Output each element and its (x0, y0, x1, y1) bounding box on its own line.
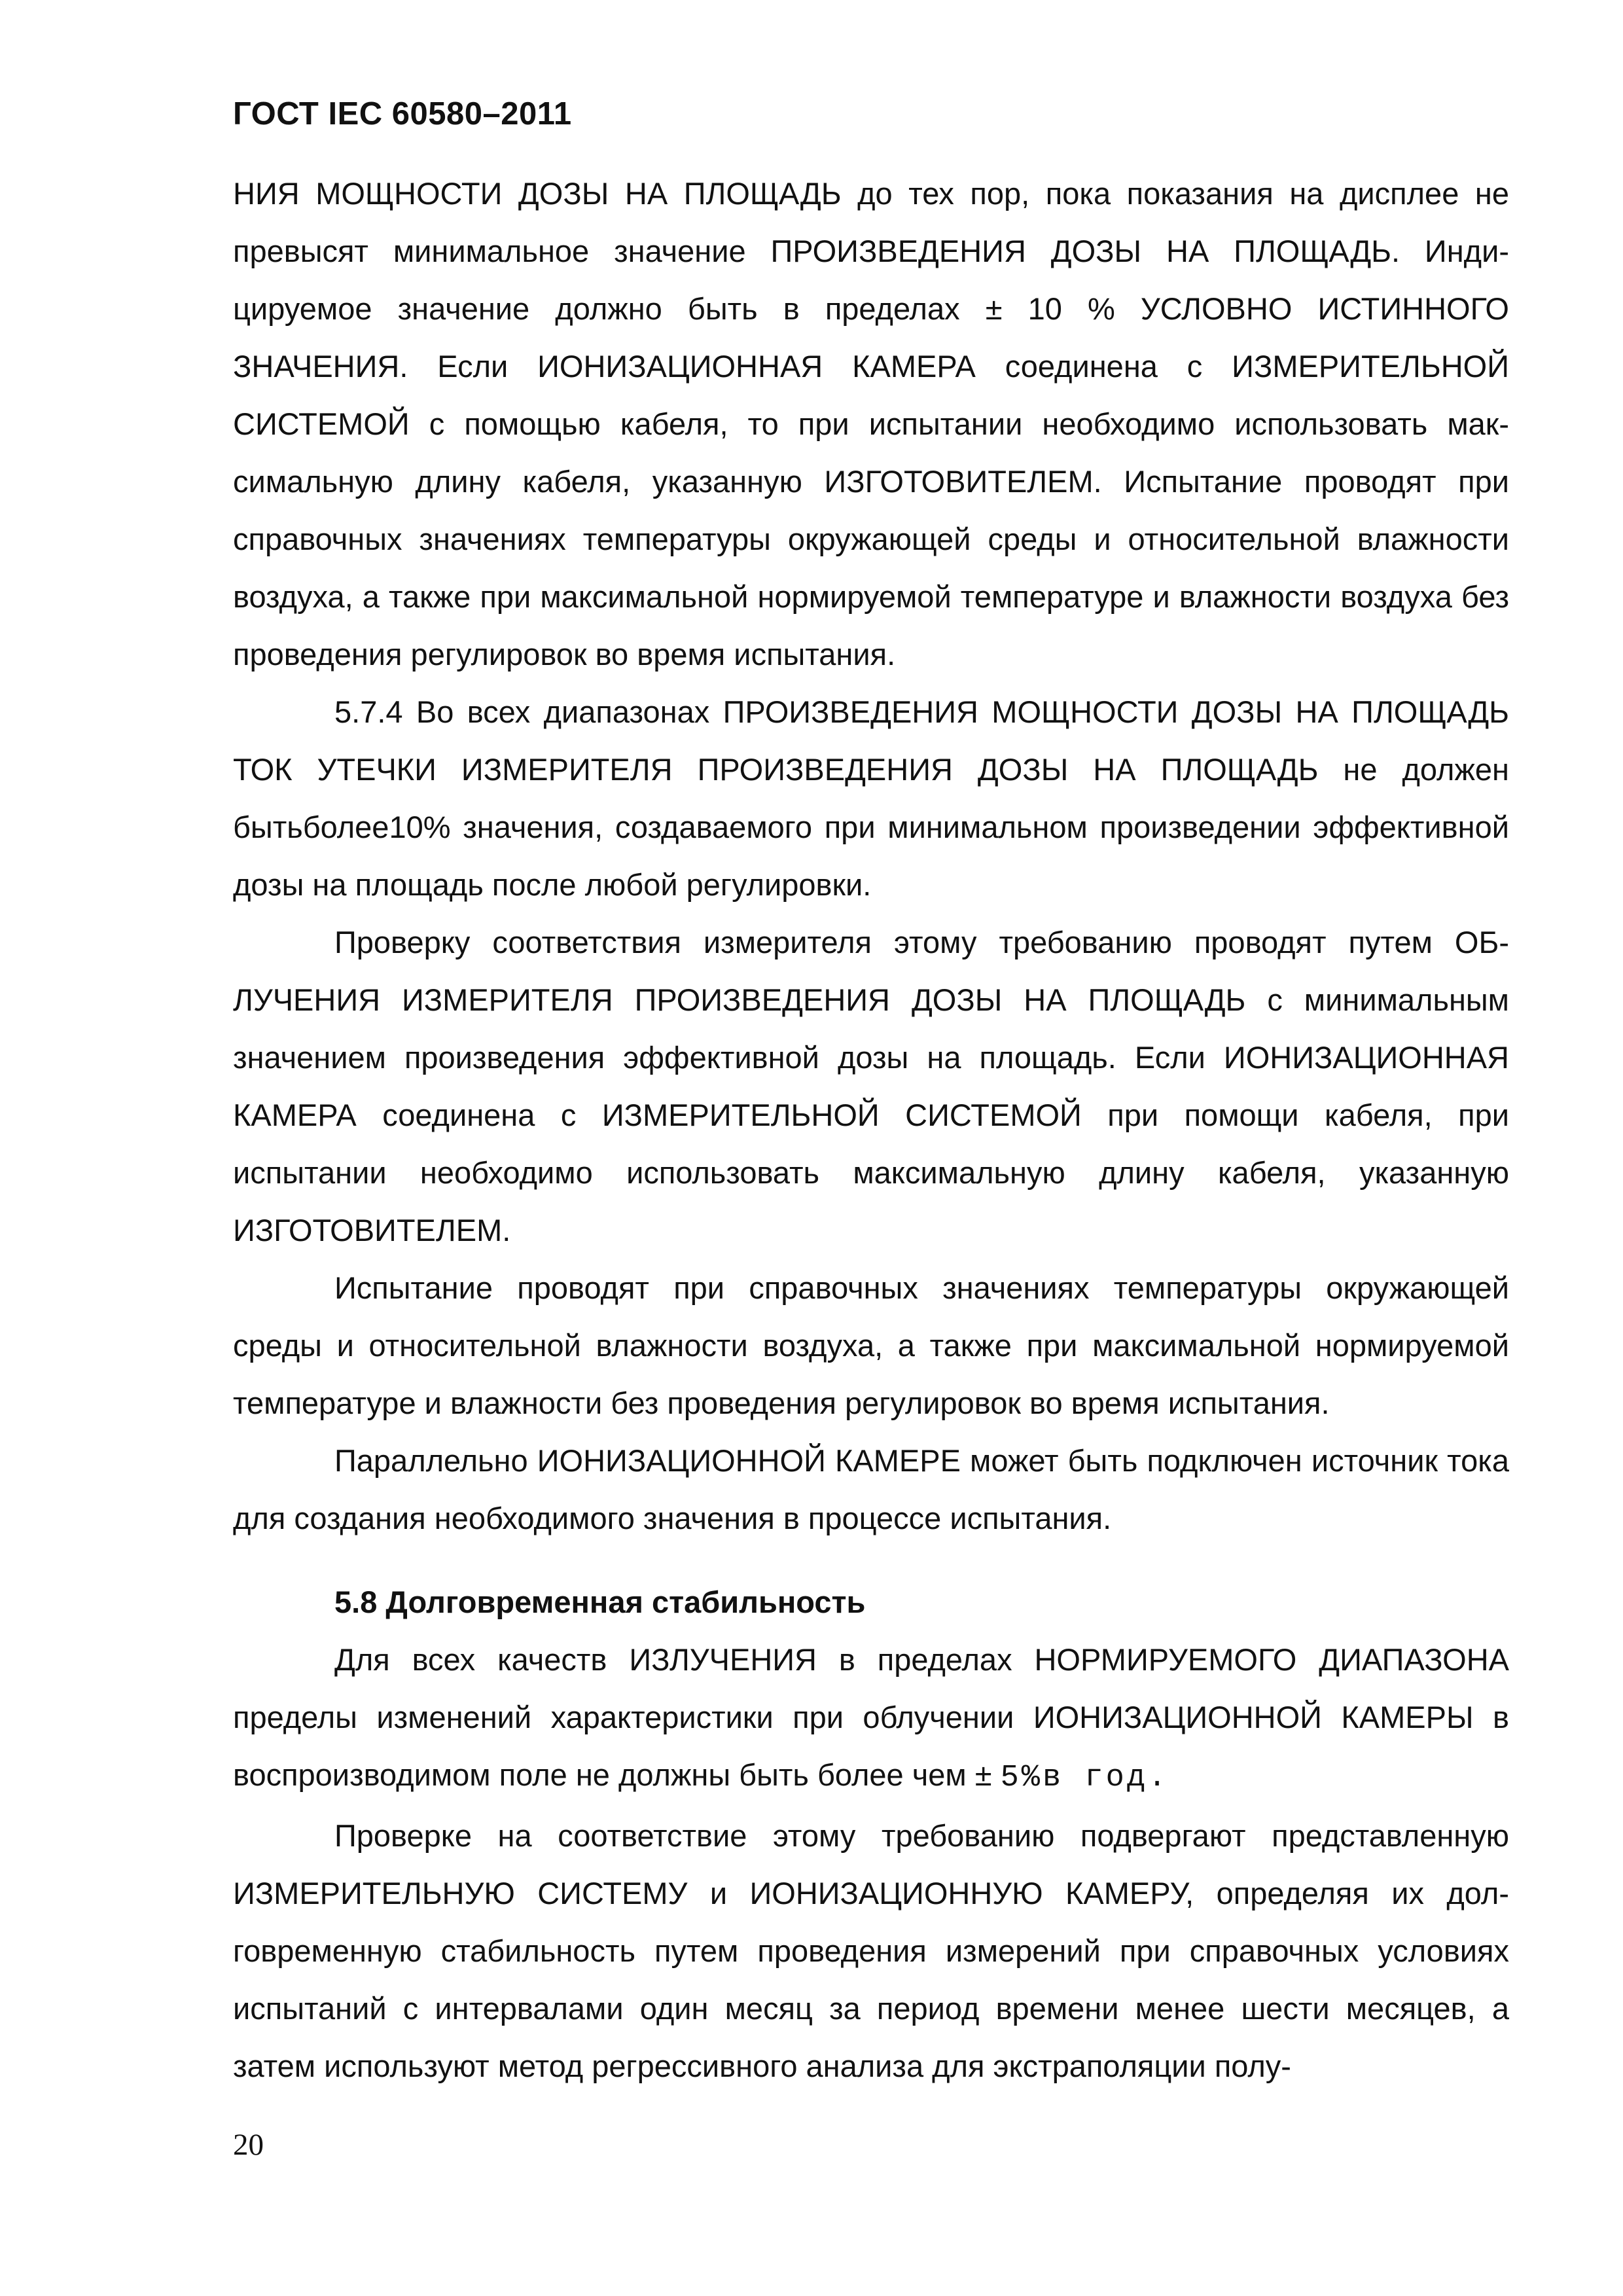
paragraph-stability-verification: Проверке на соответствие этому требованию подвергают представленную ИЗМЕРИТЕЛЬНУЮ СИСТЕМУ и ИОНИЗАЦИОННУЮ КАМЕРУ, определяя их долговременную стабильность путем проведения измерений при справочных условиях испытаний с интервалами один месяц за период времени менее шести месяцев, а затем используют метод регрессивного анализа для экстраполяции полу- (233, 1818, 1509, 2083)
stability-limit-value: 5%в год. (1000, 1761, 1169, 1795)
document-body (233, 165, 1509, 2095)
paragraph-current-source: Параллельно ИОНИЗАЦИОННОЙ КАМЕРЕ может быть подключен источник тока для создания необходимого значения в процессе испытания. (233, 1443, 1509, 1535)
paragraph-stability-requirement (233, 1631, 1509, 1807)
paragraph-5-7-4: 5.7.4 Во всех диапазонах ПРОИЗВЕДЕНИЯ МОЩНОСТИ ДОЗЫ НА ПЛОЩАДЬ ТОК УТЕЧКИ ИЗМЕРИТЕЛЯ ПРОИЗВЕДЕНИЯ ДОЗЫ НА ПЛОЩАДЬ не должен бытьболее10% значения, создаваемого при минимальном произведении эффективной дозы на площадь после любой регулировки. (233, 694, 1509, 902)
paragraph-test-conditions: Испытание проводят при справочных значениях температуры окружающей среды и относительной влажности воздуха, а также при максимальной нормируемой температуре и влажности без проведения регулировок во время испытания. (233, 1270, 1509, 1420)
page-number: 20 (233, 2128, 264, 2162)
paragraph-continuation: НИЯ МОЩНОСТИ ДОЗЫ НА ПЛОЩАДЬ до тех пор, пока показания на дисплее не превысят минимальное значение ПРОИЗВЕДЕНИЯ ДОЗЫ НА ПЛОЩАДЬ. Индицируемое значение должно быть в пределах ± 10 % УСЛОВНО ИСТИННОГО ЗНАЧЕНИЯ. Если ИОНИЗАЦИОННАЯ КАМЕРА соединена с ИЗМЕРИТЕЛЬНОЙ СИСТЕМОЙ с помощью кабеля, то при испытании необходимо использовать максимальную длину кабеля, указанную ИЗГОТОВИТЕЛЕМ. Испытание проводят при справочных значениях температуры окружающей среды и относительной влажности воздуха, а также при максимальной нормируемой температуре и влажности воздуха без проведения регулировок во время испытания. (233, 176, 1509, 672)
stability-requirement-text: Для всех качеств ИЗЛУЧЕНИЯ в пределах НОРМИРУЕМОГО ДИАПАЗОНА пределы изменений характеристики при облучении ИОНИЗАЦИОННОЙ КАМЕРЫ в воспроизводимом поле не должны быть более чем ± (233, 1642, 1509, 1792)
section-heading-5-8: 5.8 Долговременная стабильность (334, 1585, 866, 1619)
paragraph-verification: Проверку соответствия измерителя этому требованию проводят путем ОБЛУЧЕНИЯ ИЗМЕРИТЕЛЯ ПРОИЗВЕДЕНИЯ ДОЗЫ НА ПЛОЩАДЬ с минимальным значением произведения эффективной дозы на площадь. Если ИОНИЗАЦИОННАЯ КАМЕРА соединена с ИЗМЕРИТЕЛЬНОЙ СИСТЕМОЙ при помощи кабеля, при испытании необходимо использовать максимальную длину кабеля, указанную ИЗГОТОВИТЕЛЕМ. (233, 925, 1509, 1247)
standard-header: ГОСТ IEC 60580–2011 (233, 96, 572, 132)
